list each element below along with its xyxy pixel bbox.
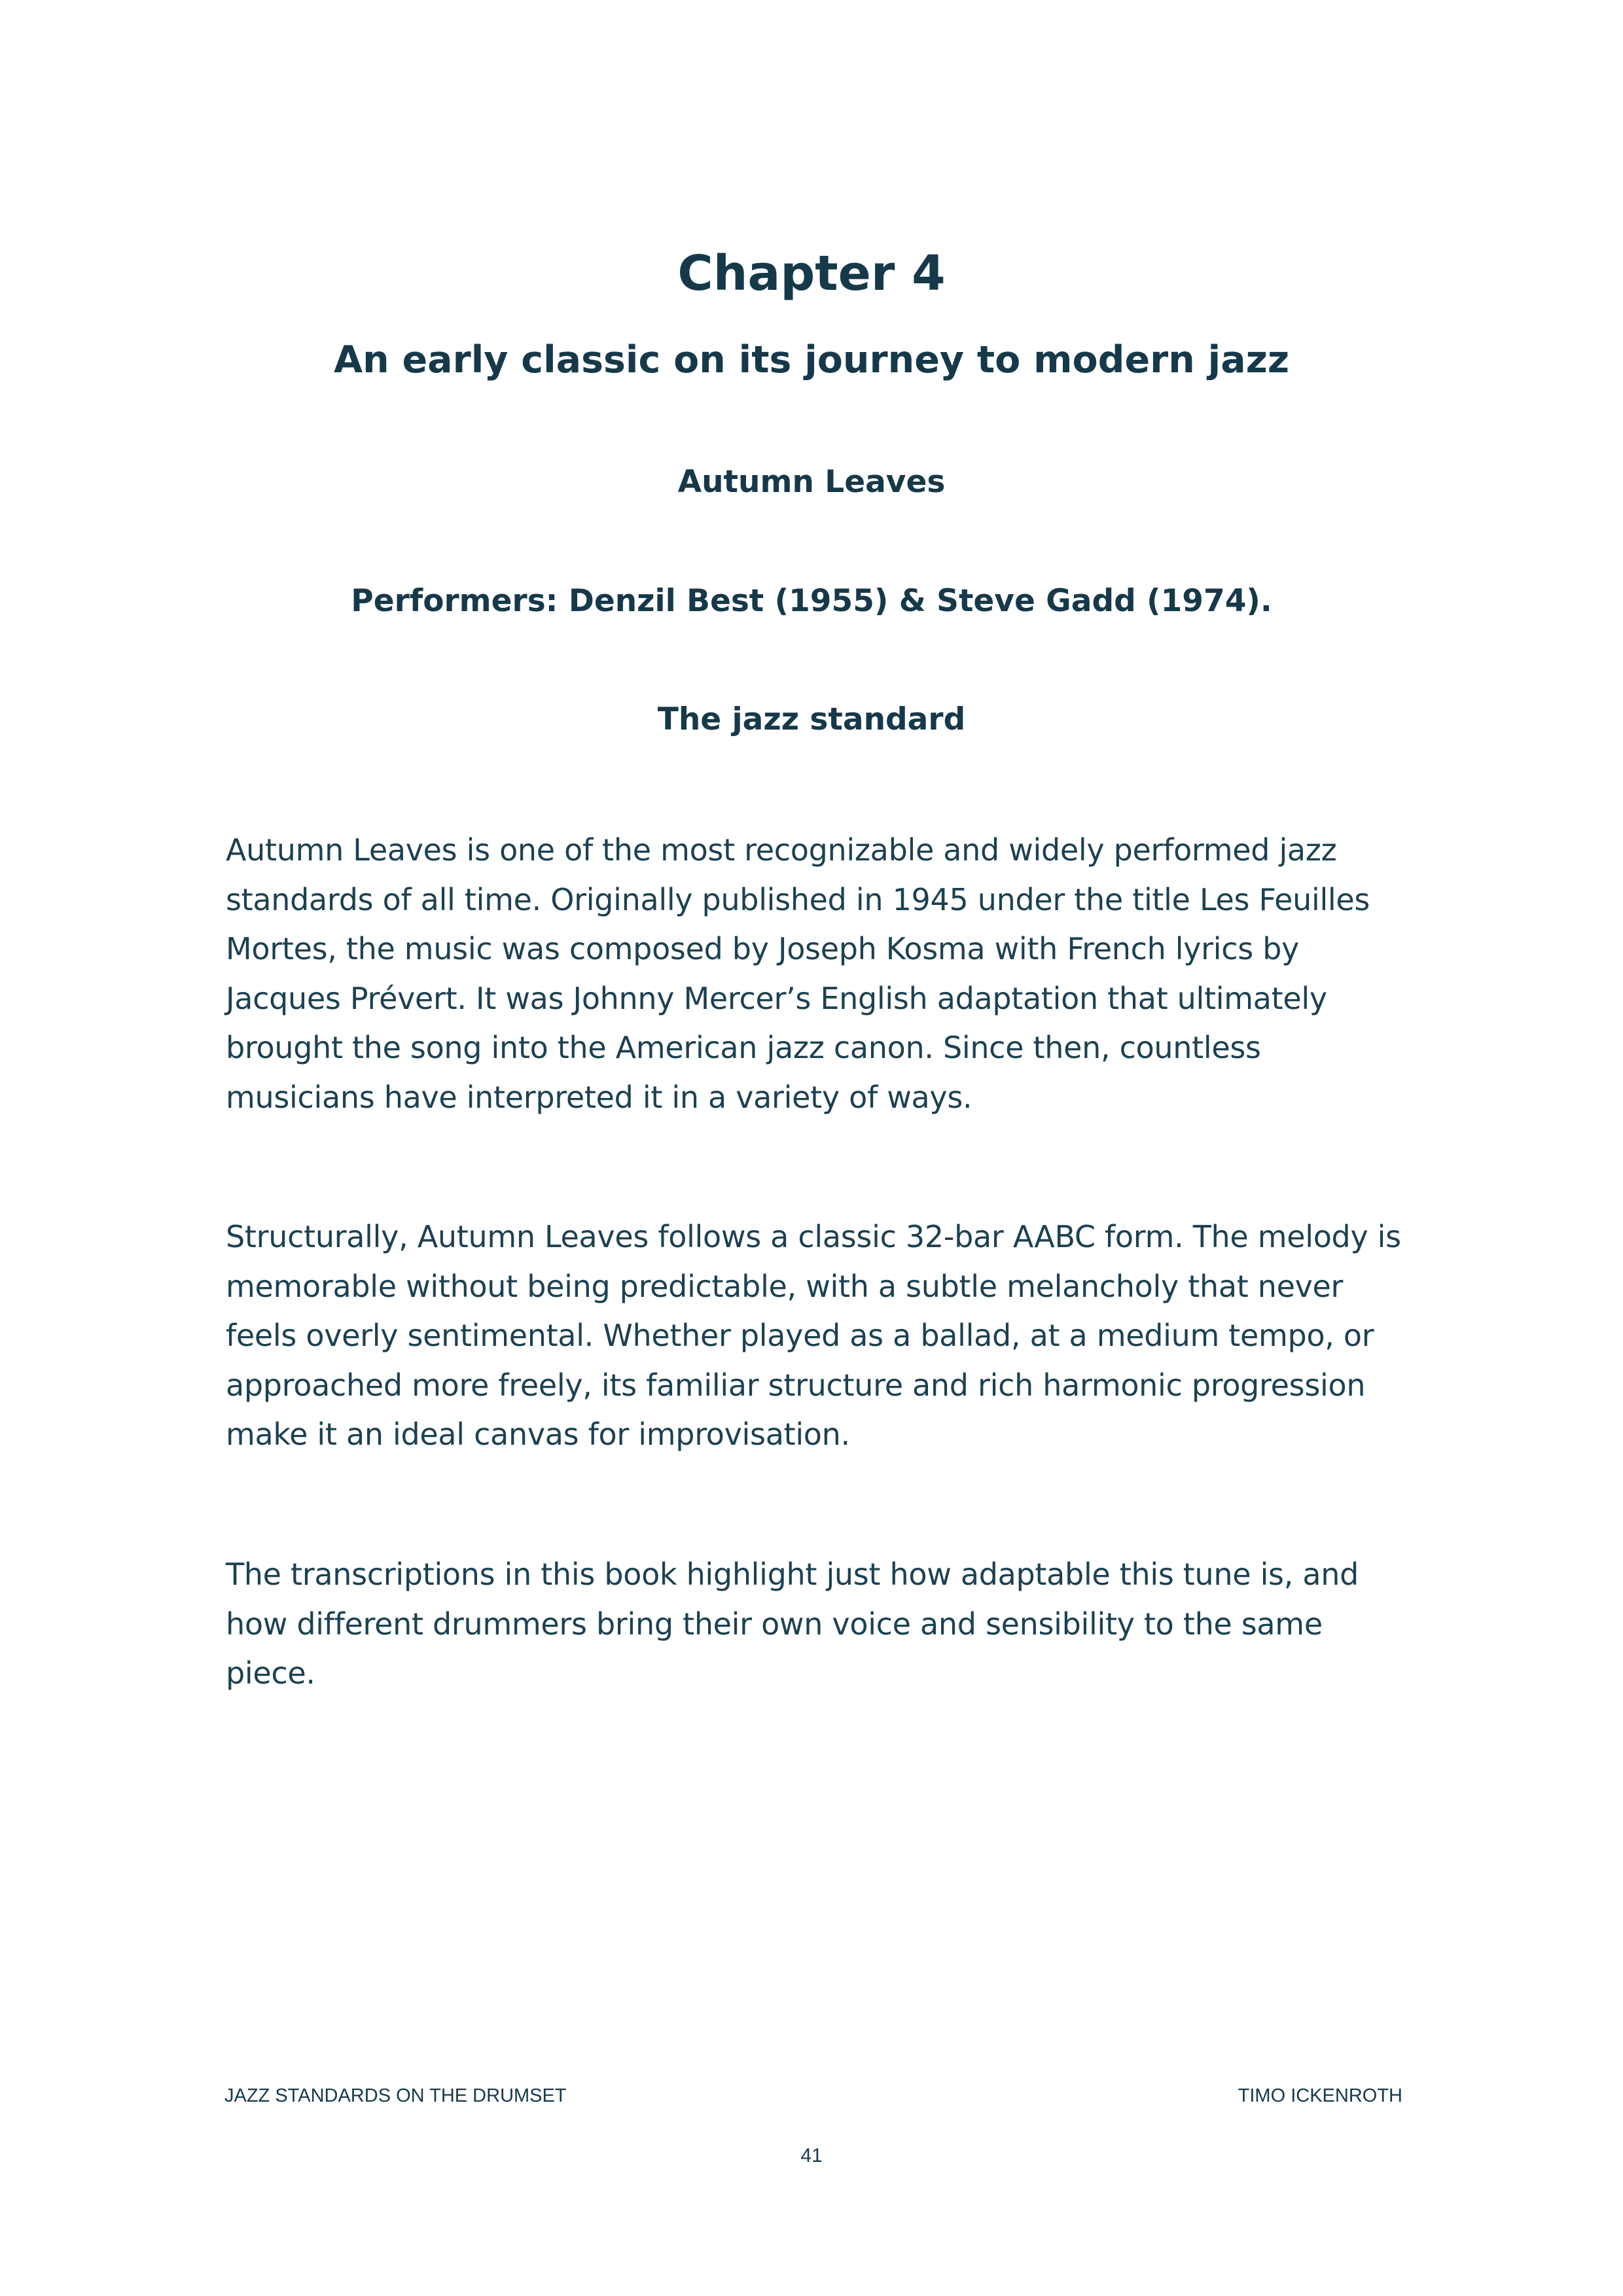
page-number: 41 [800, 2145, 823, 2166]
chapter-subtitle: An early classic on its journey to modern jazz [333, 338, 1290, 381]
footer-book-title: JAZZ STANDARDS ON THE DRUMSET [224, 2085, 567, 2106]
song-title: Autumn Leaves [677, 464, 946, 500]
body-paragraph-1: Autumn Leaves is one of the most recognizable and widely performed jazz standards of all time. Originally published in 1945 under the title Les Feuilles Mortes, the music was composed by Joseph Kosma with French lyrics by Jacques Prévert. It was Johnny Mercer’s English adaptation that ultimately brought the song into the American jazz canon. Since then, countless musicians have interpreted it in a variety of ways. [226, 832, 1370, 1115]
section-title: The jazz standard [657, 701, 966, 737]
body-paragraph-3: The transcriptions in this book highlight just how adaptable this tune is, and how different drummers bring their own voice and sensibility to the same piece. [226, 1557, 1359, 1691]
body-paragraph-2: Structurally, Autumn Leaves follows a classic 32-bar AABC form. The melody is memorable without being predictable, with a subtle melancholy that never feels overly sentimental. Whether played as a ballad, at a medium tempo, or approached more freely, its familiar structure and rich harmonic progression make it an ideal canvas for improvisation. [226, 1219, 1401, 1452]
chapter-title: Chapter 4 [677, 245, 946, 302]
performers-line: Performers: Denzil Best (1955) & Steve Gadd (1974). [351, 583, 1272, 619]
footer-author: TIMO ICKENROTH [1238, 2085, 1402, 2106]
